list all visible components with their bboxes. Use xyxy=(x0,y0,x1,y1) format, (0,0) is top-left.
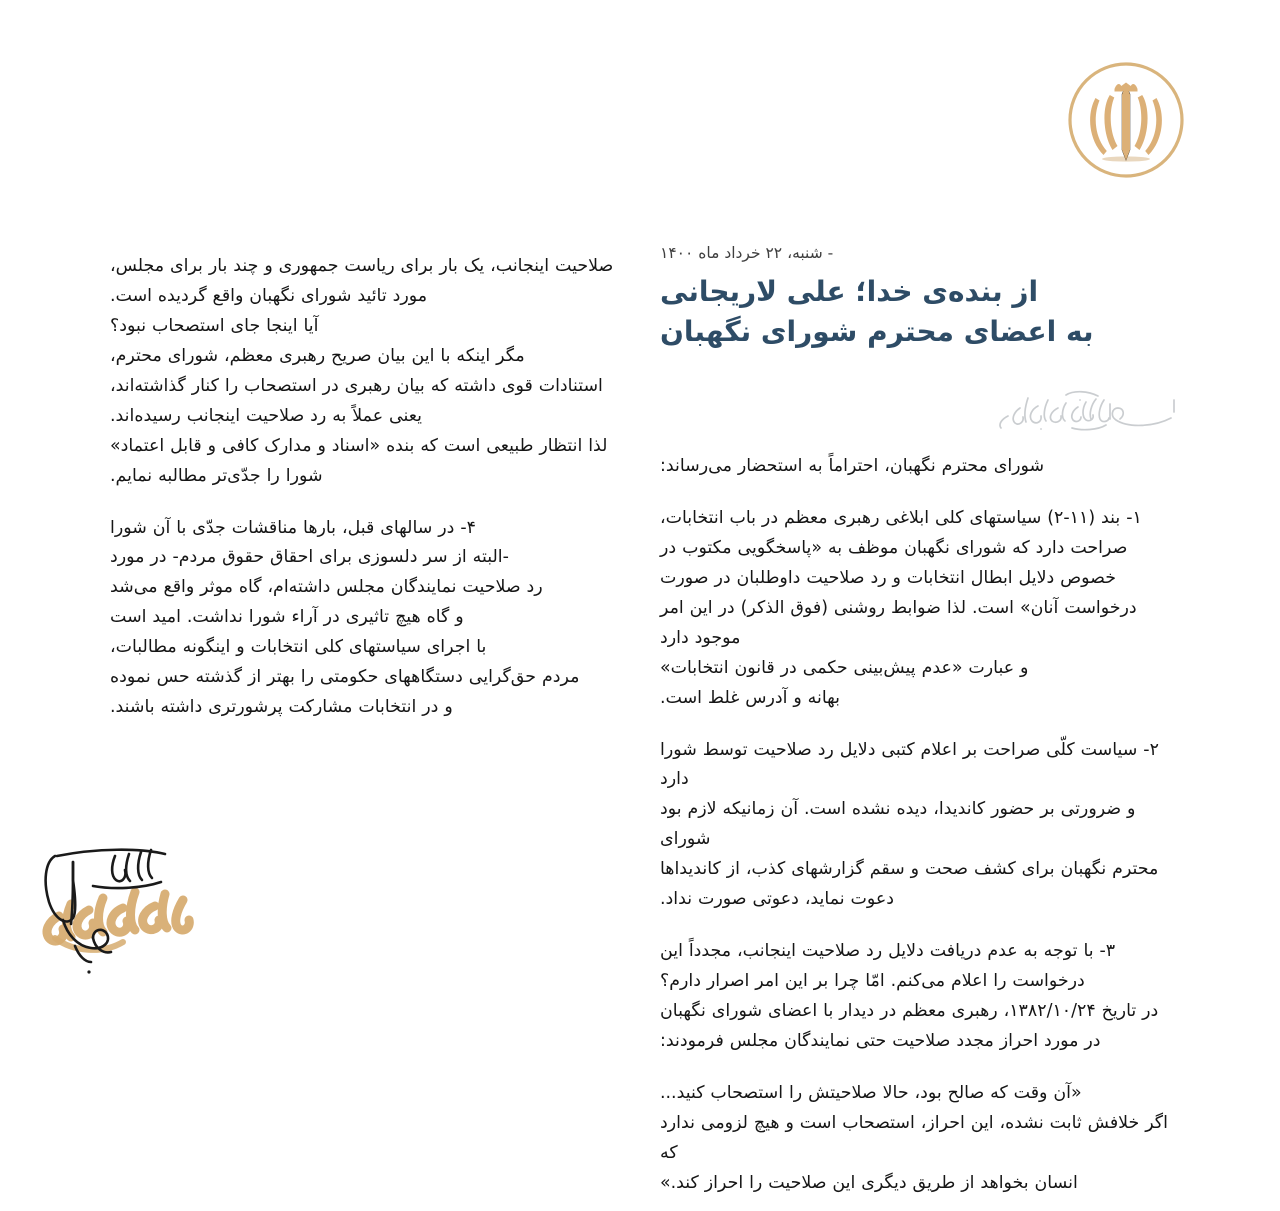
text-line: با اجرای سیاستهای کلی انتخابات و اینگونه مطالبات، xyxy=(110,637,487,658)
headline-line-from: از بنده‌ی خدا؛ علی لاریجانی xyxy=(660,275,1039,308)
emblem-of-iran xyxy=(1064,58,1188,182)
text-line: درخواست آنان» است. لذا ضوابط روشنی (فوق الذکر) در این امر موجود دارد xyxy=(660,597,1137,648)
text-line: مورد تائید شورای نگهبان واقع گردیده است. xyxy=(110,285,428,306)
text-line: ۲- سیاست کلّی صراحت بر اعلام کتبی دلایل رد صلاحیت توسط شورا دارد xyxy=(660,739,1159,790)
text-line: لذا انتظار طبیعی است که بنده «اسناد و مدارک کافی و قابل اعتماد» xyxy=(110,435,608,456)
text-line: درخواست را اعلام می‌کنم. امّا چرا بر این امر اصرار دارم؟ xyxy=(660,971,1085,992)
text-line: و ضرورتی بر حضور کاندیدا، دیده نشده است. آن زمانیکه لازم بود شورای xyxy=(660,799,1136,850)
text-line: محترم نگهبان برای کشف صحت و سقم گزارشهای کذب، از کاندیداها xyxy=(660,859,1159,880)
text-line: صلاحیت اینجانب، یک بار برای ریاست جمهوری و چند بار برای مجلس، xyxy=(110,256,614,276)
body-column-left xyxy=(110,252,630,723)
paragraph-item-3 xyxy=(660,937,1180,1057)
text-line: ۱- بند (۱۱-۲) سیاستهای کلی ابلاغی رهبری معظم در باب انتخابات، xyxy=(660,507,1142,528)
text-line: اگر خلافش ثابت نشده، این احراز، استصحاب است و هیچ لزومی ندارد که xyxy=(660,1112,1168,1163)
text-line: و عبارت «عدم پیش‌بینی حکمی در قانون انتخابات» xyxy=(660,657,1029,678)
text-line: در مورد احراز مجدد صلاحیت حتی نمایندگان مجلس فرمودند: xyxy=(660,1030,1101,1051)
text-line: رد صلاحیت نمایندگان مجلس داشته‌ام، گاه موثر واقع می‌شد xyxy=(110,577,543,598)
text-line: انسان بخواهد از طریق دیگری این صلاحیت را احراز کند.» xyxy=(660,1172,1078,1193)
paragraph-item-1 xyxy=(660,504,1180,714)
headline-line-to: به اعضای محترم شورای نگهبان xyxy=(660,314,1094,348)
text-line: شورای محترم نگهبان، احتراماً به استحضار می‌رساند: xyxy=(660,456,1045,476)
paragraph-item-2 xyxy=(660,736,1180,916)
dateline: - شنبه، ۲۲ خرداد ماه ۱۴۰۰ xyxy=(660,244,834,262)
body-column-right xyxy=(660,452,1180,1199)
text-line: مگر اینکه با این بیان صریح رهبری معظم، شورای محترم، xyxy=(110,345,525,366)
text-line: و در انتخابات مشارکت پرشورتری داشته باشند. xyxy=(110,697,453,718)
text-line: مردم حق‌گرایی دستگاههای حکومتی را بهتر از گذشته حس نموده xyxy=(110,667,580,688)
text-line: آیا اینجا جای استصحاب نبود؟ xyxy=(110,315,319,336)
text-line: خصوص دلایل ابطال انتخابات و رد صلاحیت داوطلبان در صورت xyxy=(660,567,1117,588)
text-line: استنادات قوی داشته که بیان رهبری در استصحاب را کنار گذاشته‌اند، xyxy=(110,375,603,396)
text-line: «آن وقت که صالح بود، حالا صلاحیتش را استصحاب کنید... xyxy=(660,1082,1082,1103)
text-line: در تاریخ ۱۳۸۲/۱۰/۲۴، رهبری معظم در دیدار با اعضای شورای نگهبان xyxy=(660,1001,1159,1021)
signature-ali-larijani xyxy=(15,828,250,983)
text-line: بهانه و آدرس غلط است. xyxy=(660,687,840,708)
text-line: یعنی عملاً به رد صلاحیت اینجانب رسیده‌اند. xyxy=(110,405,423,426)
text-line: ۳- با توجه به عدم دریافت دلایل رد صلاحیت اینجانب، مجدداً این xyxy=(660,941,1116,962)
text-line: صراحت دارد که شورای نگهبان موظف به «پاسخگویی مکتوب در xyxy=(660,537,1128,558)
paragraph-salutation xyxy=(660,452,1180,482)
page-title xyxy=(660,272,1180,352)
paragraph-quote xyxy=(660,1079,1180,1199)
paragraph-item-3-continued xyxy=(110,252,630,492)
text-line: شورا را جدّی‌تر مطالبه نمایم. xyxy=(110,465,323,486)
paragraph-item-4 xyxy=(110,514,630,724)
letter-header xyxy=(660,244,1180,352)
text-line: ۴- در سالهای قبل، بارها مناقشات جدّی با آن شورا xyxy=(110,517,476,538)
text-line: دعوت نماید، دعوتی صورت نداد. xyxy=(660,889,894,910)
bismillah-calligraphy xyxy=(978,378,1188,440)
text-line: و گاه هیچ تاثیری در آراء شورا نداشت. امید است xyxy=(110,607,464,628)
text-line: -البته از سر دلسوزی برای احقاق حقوق مردم- در مورد xyxy=(110,547,509,568)
